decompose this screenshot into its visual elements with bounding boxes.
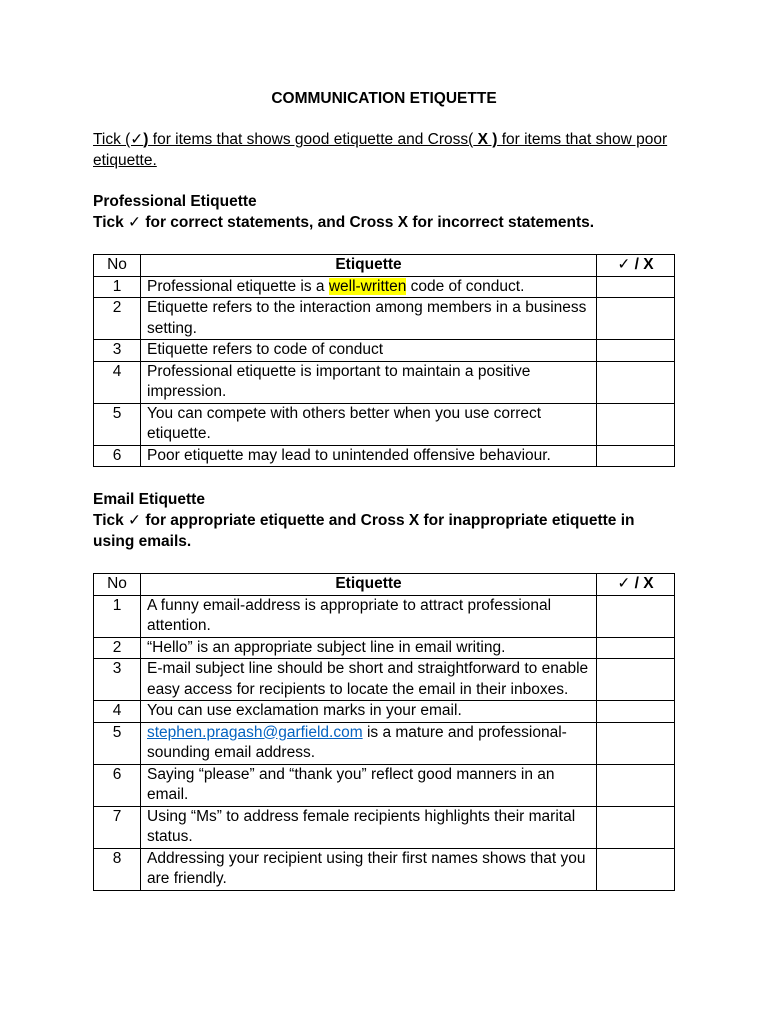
row-number: 6 (94, 764, 141, 806)
header-no: No (94, 574, 141, 596)
row-number: 6 (94, 445, 141, 467)
professional-heading: Professional Etiquette (93, 193, 257, 210)
instructions-part3: for items that show poor etiquette. (93, 131, 668, 169)
row-number: 5 (94, 722, 141, 764)
professional-etiquette-table (93, 254, 675, 467)
table-row (94, 848, 675, 890)
table-row (94, 445, 675, 467)
row-number: 4 (94, 361, 141, 403)
answer-cell[interactable] (597, 637, 675, 659)
table-row (94, 637, 675, 659)
row-statement: Professional etiquette is important to maintain a positive impression. (141, 361, 597, 403)
table-header-row (94, 574, 675, 596)
row-statement: “Hello” is an appropriate subject line in email writing. (141, 637, 597, 659)
row-number: 2 (94, 637, 141, 659)
table-row (94, 806, 675, 848)
row-number: 4 (94, 701, 141, 723)
row-number: 3 (94, 659, 141, 701)
statement-text: Professional etiquette is a (147, 277, 329, 295)
row-statement: Etiquette refers to the interaction among members in a business setting. (141, 298, 597, 340)
answer-cell[interactable] (597, 298, 675, 340)
answer-cell[interactable] (597, 340, 675, 362)
row-statement: E-mail subject line should be short and straightforward to enable easy access for recipients to locate the email in their inboxes. (141, 659, 597, 701)
table-row (94, 722, 675, 764)
highlighted-text: well-written (328, 277, 407, 295)
row-statement (141, 276, 597, 298)
answer-cell[interactable] (597, 445, 675, 467)
header-mark: ✓ / X (597, 255, 675, 277)
row-number: 1 (94, 595, 141, 637)
header-mark: ✓ / X (597, 574, 675, 596)
answer-cell[interactable] (597, 659, 675, 701)
header-etiquette: Etiquette (141, 255, 597, 277)
row-number: 8 (94, 848, 141, 890)
answer-cell[interactable] (597, 848, 675, 890)
row-statement: Using “Ms” to address female recipients highlights their marital status. (141, 806, 597, 848)
row-statement: Addressing your recipient using their first names shows that you are friendly. (141, 848, 597, 890)
row-number: 1 (94, 276, 141, 298)
row-statement: You can use exclamation marks in your email. (141, 701, 597, 723)
answer-cell[interactable] (597, 722, 675, 764)
email-heading: Email Etiquette (93, 491, 205, 508)
table-row (94, 764, 675, 806)
answer-cell[interactable] (597, 595, 675, 637)
row-number: 5 (94, 403, 141, 445)
instructions-part1: Tick (✓ (93, 131, 144, 148)
table-header-row (94, 255, 675, 277)
row-statement: Poor etiquette may lead to unintended offensive behaviour. (141, 445, 597, 467)
row-statement (141, 722, 597, 764)
instructions (93, 130, 675, 171)
table-row (94, 659, 675, 701)
instructions-bold2: X ) (473, 131, 498, 148)
statement-text: is a mature and professional-sounding email address. (147, 723, 567, 761)
table-row (94, 595, 675, 637)
answer-cell[interactable] (597, 701, 675, 723)
row-number: 7 (94, 806, 141, 848)
table-row (94, 701, 675, 723)
instructions-part2: for items that shows good etiquette and Cross( (148, 131, 474, 148)
row-statement: Etiquette refers to code of conduct (141, 340, 597, 362)
answer-cell[interactable] (597, 403, 675, 445)
professional-description: Tick ✓ for correct statements, and Cross X for incorrect statements. (93, 214, 595, 231)
document-title: COMMUNICATION ETIQUETTE (271, 90, 497, 107)
table-row (94, 403, 675, 445)
answer-cell[interactable] (597, 276, 675, 298)
header-etiquette: Etiquette (141, 574, 597, 596)
instructions-bold1: ) (143, 131, 149, 148)
row-statement: Saying “please” and “thank you” reflect good manners in an email. (141, 764, 597, 806)
statement-text: code of conduct. (406, 277, 525, 295)
email-description: Tick ✓ for appropriate etiquette and Cross X for inappropriate etiquette in using emails. (93, 512, 635, 550)
table-row (94, 361, 675, 403)
row-number: 3 (94, 340, 141, 362)
email-address-link[interactable]: stephen.pragash@garfield.com (147, 723, 363, 741)
table-row (94, 276, 675, 298)
email-etiquette-table (93, 573, 675, 891)
answer-cell[interactable] (597, 764, 675, 806)
row-statement: You can compete with others better when you use correct etiquette. (141, 403, 597, 445)
header-no: No (94, 255, 141, 277)
table-row (94, 298, 675, 340)
row-number: 2 (94, 298, 141, 340)
row-statement: A funny email-address is appropriate to attract professional attention. (141, 595, 597, 637)
table-row (94, 340, 675, 362)
answer-cell[interactable] (597, 806, 675, 848)
answer-cell[interactable] (597, 361, 675, 403)
